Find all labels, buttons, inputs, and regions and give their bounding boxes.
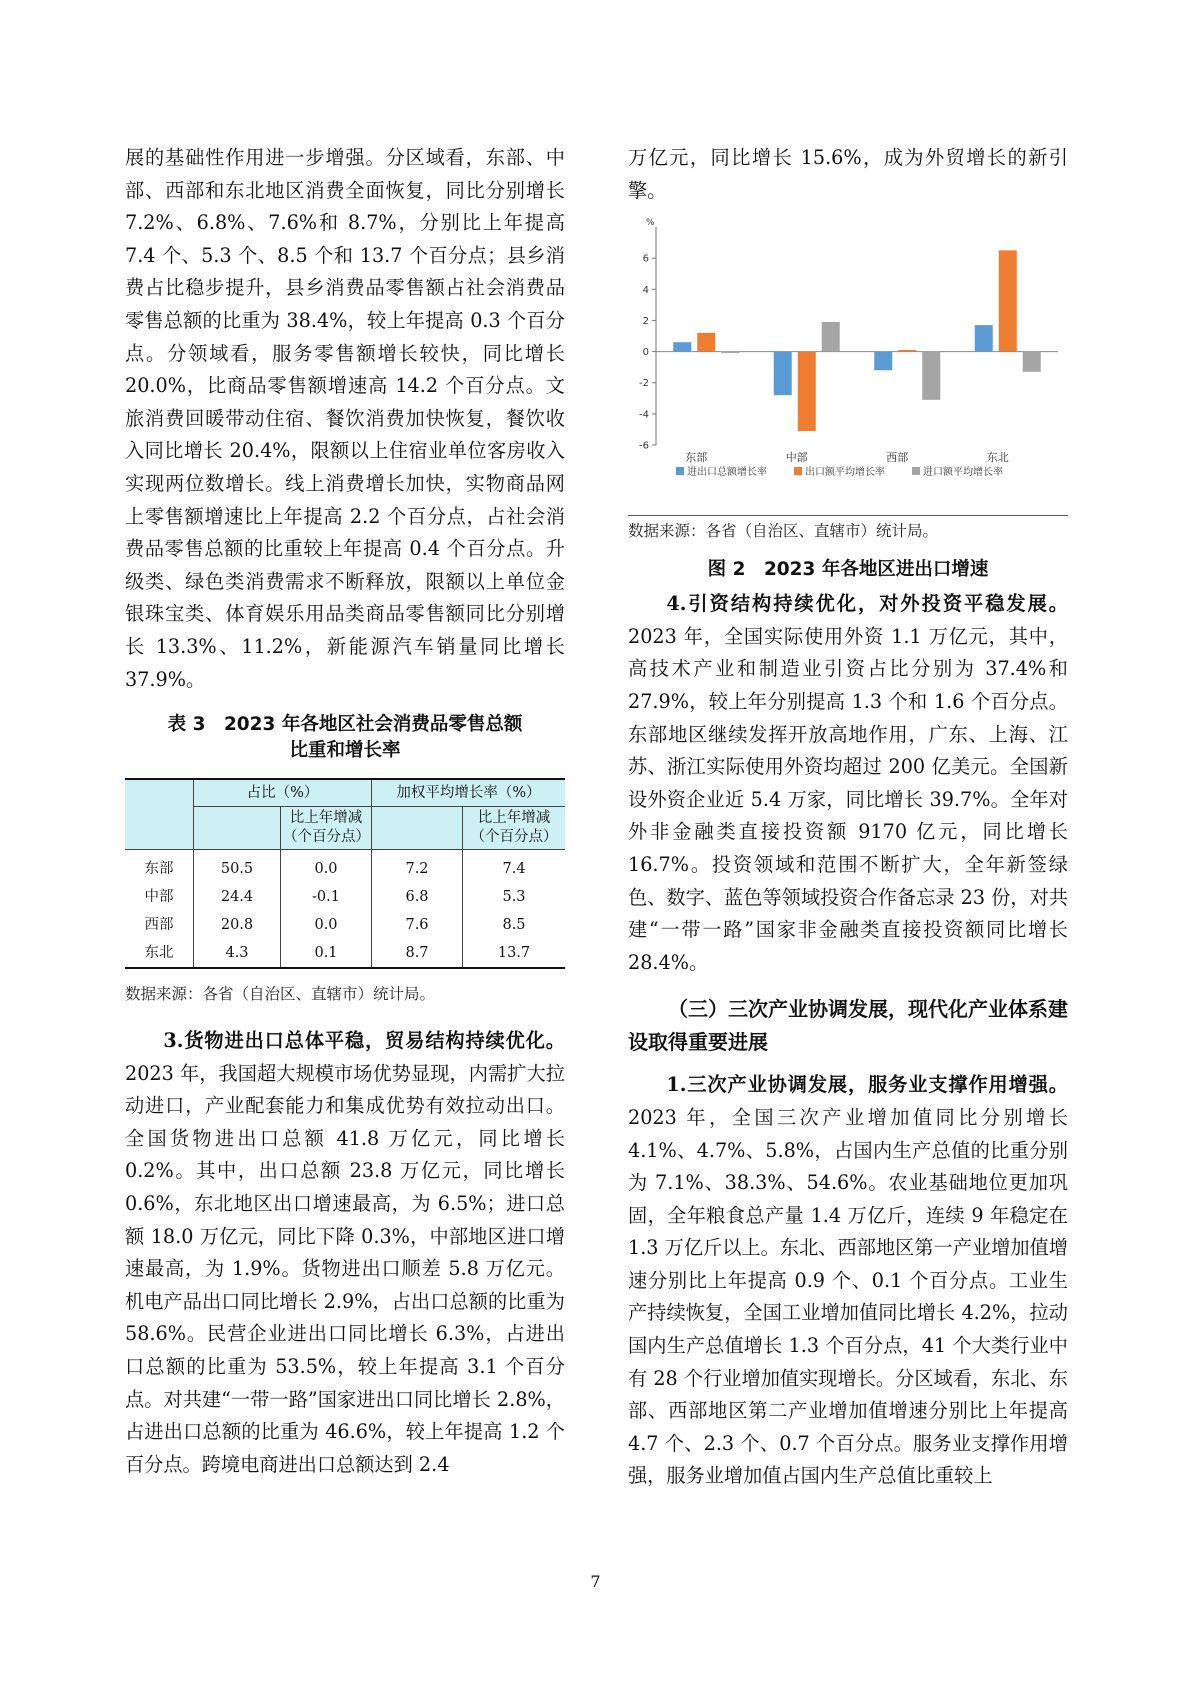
trade-subheading: 3.货物进出口总体平稳，贸易结构持续优化。	[163, 1029, 565, 1053]
region-cell: 西部	[125, 911, 194, 939]
table-row	[125, 911, 565, 939]
legend-label: 进出口总额增长率	[687, 467, 767, 479]
y-tick-label: -4	[639, 409, 649, 421]
bar	[1023, 352, 1041, 372]
growth-change-cell: 13.7	[463, 939, 566, 968]
table-corner-cell	[125, 779, 194, 850]
table-row	[125, 850, 565, 884]
bar	[822, 322, 840, 352]
left-column	[125, 142, 565, 1481]
growth-cell: 6.8	[372, 883, 463, 911]
growth-change-cell: 7.4	[463, 850, 566, 884]
share-change-label: 比上年增减	[289, 810, 363, 827]
y-tick-label: 6	[642, 253, 649, 265]
growth-cell: 7.6	[372, 911, 463, 939]
right-paragraph-2	[628, 588, 1068, 979]
table-row	[125, 939, 565, 968]
legend-swatch	[794, 467, 802, 475]
bar	[975, 325, 993, 351]
growth-cell: 8.7	[372, 939, 463, 968]
import-export-chart	[628, 213, 1068, 513]
x-category-label: 东部	[685, 451, 708, 465]
share-change-cell: 0.0	[281, 911, 372, 939]
share-cell: 24.4	[194, 883, 281, 911]
growth-change-cell: 5.3	[463, 883, 566, 911]
x-category-label: 东北	[986, 451, 1009, 465]
table-3	[125, 778, 565, 969]
table-header-growth-change	[463, 807, 566, 850]
share-change-cell: 0.1	[281, 939, 372, 968]
growth-cell: 7.2	[372, 850, 463, 884]
legend-swatch	[676, 467, 684, 475]
share-change-cell: 0.0	[281, 850, 372, 884]
region-cell: 东部	[125, 850, 194, 884]
figure-caption: 图 2 2023 年各地区进出口增速	[707, 559, 989, 581]
y-tick-label: 0	[642, 347, 649, 359]
legend-label: 出口额平均增长率	[805, 467, 885, 479]
share-cell: 50.5	[194, 850, 281, 884]
section-heading: （三）三次产业协调发展，现代化产业体系建设取得重要进展	[628, 997, 1068, 1055]
y-tick-label: -6	[639, 440, 649, 452]
chart-svg	[628, 213, 1068, 513]
bar	[673, 342, 691, 351]
bar	[999, 251, 1017, 352]
table-row	[125, 883, 565, 911]
bar	[774, 352, 792, 396]
y-tick-label: 2	[642, 316, 649, 328]
share-cell: 4.3	[194, 939, 281, 968]
share-cell: 20.8	[194, 911, 281, 939]
growth-change-unit: （个百分点）	[470, 829, 558, 846]
page-number: 7	[590, 1572, 601, 1591]
table-header-share-blank	[194, 807, 281, 850]
industry-body: 2023 年，全国三次产业增加值同比分别增长 4.1%、4.7%、5.8%，占国内生产总值的比重分别为 7.1%、38.3%、54.6%。农业基础地位更加巩固，全年粮食总产量 1.4 万亿斤，连续 9 年稳定在 1.3 万亿斤以上。东北、西部地区第一产业增加值增速分别比上年提高 0.9 个、0.1 个百分点。工业生产持续恢复，全国工业增加值同比增长 4.2%，拉动国内生产总值增长 1.3 个百分点，41 个大类行业中有 28 个行业增加值实现增长。分区域看，东北、东部、西部地区第二产业增加值增速分别比上年提高 4.7 个、2.3 个、0.7 个百分点。服务业支撑作用增强，服务业增加值占国内生产总值比重较上	[628, 1105, 1068, 1488]
bar	[721, 352, 739, 354]
x-category-label: 中部	[785, 451, 808, 465]
x-category-label: 西部	[886, 451, 909, 465]
y-tick-label: 4	[642, 284, 649, 296]
chart-source-note: 数据来源：各省（自治区、直辖市）统计局。	[628, 522, 939, 541]
y-axis-unit-label: %	[646, 218, 655, 229]
share-change-cell: -0.1	[281, 883, 372, 911]
region-cell: 东北	[125, 939, 194, 968]
right-paragraph-1: 万亿元，同比增长 15.6%，成为外贸增长的新引擎。	[628, 146, 1068, 202]
growth-change-label: 比上年增减	[477, 810, 551, 827]
y-tick-label: -2	[639, 378, 649, 390]
right-paragraph-3	[628, 1069, 1068, 1493]
table-caption-line1: 表 3 2023 年各地区社会消费品零售总额	[167, 714, 523, 736]
investment-body: 2023 年，全国实际使用外资 1.1 万亿元，其中，高技术产业和制造业引资占比分别为 37.4%和 27.9%，较上年分别提高 1.3 个和 1.6 个百分点。东部地区继续发挥开放高地作用，广东、上海、江苏、浙江实际使用外资均超过 200 亿美元。全国新设外资企业近 5.4 万家，同比增长 39.7%。全年对外非金融类直接投资额 9170 亿元，同比增长 16.7%。投资领域和范围不断扩大，全年新签绿色、数字、蓝色等领域投资合作备忘录 23 份，对共建“一带一路”国家非金融类直接投资额同比增长 28.4%。	[628, 624, 1068, 974]
region-cell: 中部	[125, 883, 194, 911]
growth-change-cell: 8.5	[463, 911, 566, 939]
investment-subheading: 4.引资结构持续优化，对外投资平稳发展。	[666, 592, 1068, 616]
table-header-share-change	[281, 807, 372, 850]
legend-swatch	[912, 467, 920, 475]
left-paragraph-2	[125, 1025, 565, 1481]
legend-label: 进口额平均增长率	[923, 467, 1003, 479]
table-caption-line2: 比重和增长率	[289, 740, 401, 762]
table-header-growth: 加权平均增长率（%）	[372, 779, 566, 807]
bar	[898, 350, 916, 352]
bar	[697, 333, 715, 352]
share-change-unit: （个百分点）	[283, 829, 370, 846]
left-paragraph-1: 展的基础性作用进一步增强。分区域看，东部、中部、西部和东北地区消费全面恢复，同比分别增长 7.2%、6.8%、7.6%和 8.7%，分别比上年提高 7.4 个、5.3 个、8.5 个和 13.7 个百分点；县乡消费占比稳步提升，县乡消费品零售额占社会消费品零售总额的比重为 38.4%，较上年提高 0.3 个百分点。分领域看，服务零售额增长较快，同比增长 20.0%，比商品零售额增速高 14.2 个百分点。文旅消费回暖带动住宿、餐饮消费加快恢复，餐饮收入同比增长 20.4%，限额以上住宿业单位客房收入实现两位数增长。线上消费增长加快，实物商品网上零售额增速比上年提高 2.2 个百分点，占社会消费品零售总额的比重较上年提高 0.4 个百分点。升级类、绿色类消费需求不断释放，限额以上单位金银珠宝类、体育娱乐用品类商品零售额同比分别增长 13.3%、11.2%，新能源汽车销量同比增长 37.9%。	[125, 146, 565, 691]
chart-divider	[628, 515, 1068, 516]
bar	[922, 352, 940, 400]
industry-subheading: 1.三次产业协调发展，服务业支撑作用增强。	[666, 1073, 1068, 1097]
bar	[874, 352, 892, 371]
right-column	[628, 142, 1068, 1493]
table-header-growth-blank	[372, 807, 463, 850]
trade-body: 2023 年，我国超大规模市场优势显现，内需扩大拉动进口，产业配套能力和集成优势有效拉动出口。全国货物进出口总额 41.8 万亿元，同比增长 0.2%。其中，出口总额 23.8 万亿元，同比增长 0.6%，东北地区出口增速最高，为 6.5%；进口总额 18.0 万亿元，同比下降 0.3%，中部地区进口增速最高，为 1.9%。货物进出口顺差 5.8 万亿元。机电产品出口同比增长 2.9%，占出口总额的比重为 58.6%。民营企业进出口同比增长 6.3%，占进出口总额的比重为 53.5%，较上年提高 3.1 个百分点。对共建“一带一路”国家进出口同比增长 2.8%，占进出口总额的比重为 46.6%，较上年提高 1.2 个百分点。跨境电商进出口总额达到 2.4	[125, 1061, 565, 1476]
table-header-share: 占比（%）	[194, 779, 372, 807]
bar	[798, 352, 816, 431]
table-source-note: 数据来源：各省（自治区、直辖市）统计局。	[125, 985, 436, 1004]
